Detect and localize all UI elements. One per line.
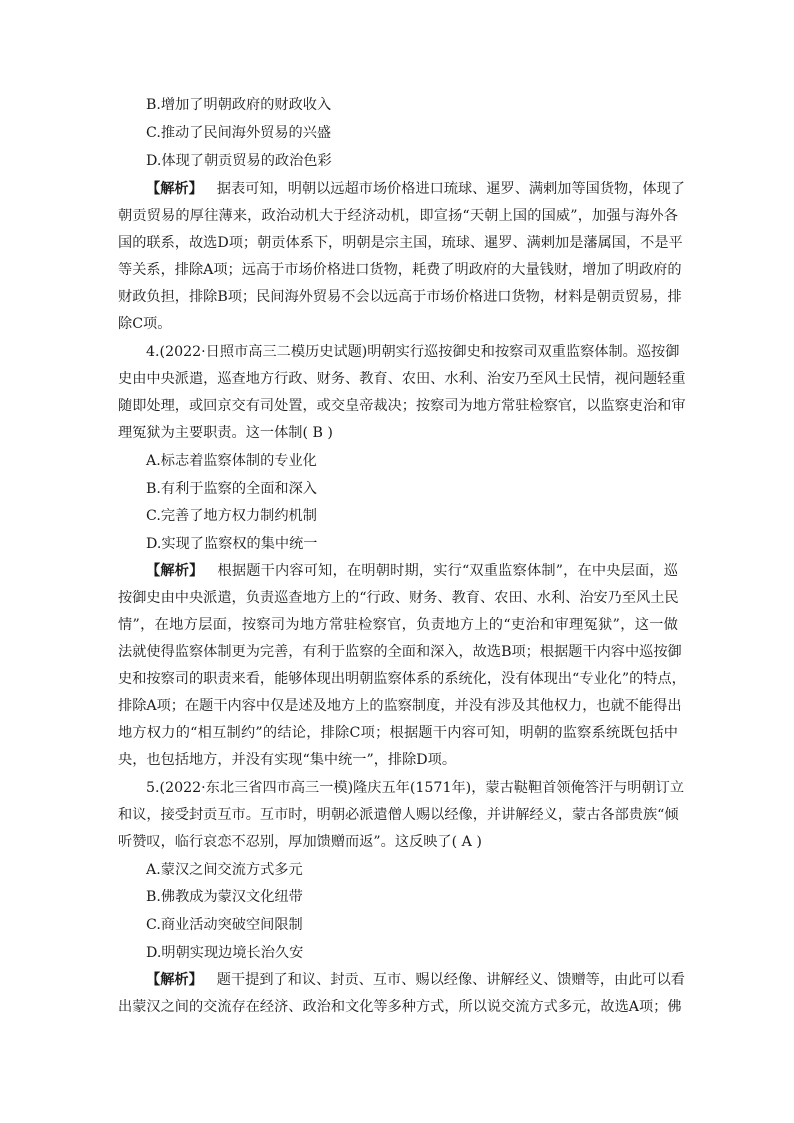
q3-analysis-line-2: 朝贡贸易的厚往薄来，政治动机大于经济动机，即宣扬“天朝上国的国威”，加强与海外各 (118, 208, 678, 224)
q4-option-c: C.完善了地方权力制约机制 (146, 508, 317, 524)
q4-option-d: D.实现了监察权的集中统一 (146, 536, 318, 552)
q5-option-a: A.蒙汉之间交流方式多元 (146, 862, 303, 878)
q5-option-d: D.明朝实现边境长治久安 (146, 945, 304, 961)
q3-analysis-line-6: 除C项。 (118, 316, 172, 332)
q4-analysis-line-8: 央，也包括地方，并没有实现“集中统一”，排除D项。 (118, 752, 457, 768)
q3-analysis-line-3: 国的联系，故选D项；朝贡体系下，明朝是宗主国，琉球、暹罗、满剌加是藩属国，不是平 (118, 235, 683, 251)
q3-analysis-line-1: 【解析】 据表可知，明朝以远超市场价格进口琉球、暹罗、满剌加等国货物，体现了 (146, 181, 685, 197)
analysis-label: 【解析】 (146, 181, 203, 197)
q4-stem-line-1: 4.(2022·日照市高三二模历史试题)明朝实行巡按御史和按察司双重监察体制。巡按御 (146, 344, 680, 360)
q5-stem-line-1: 5.(2022·东北三省四市高三一模)隆庆五年(1571年)，蒙古鞑靼首领俺答汗与明朝订立 (146, 780, 685, 796)
q5-stem-line-2: 和议，接受封贡互市。互市时，明朝必派遣僧人赐以经像，并讲解经义，蒙古各部贵族“倾 (118, 807, 679, 823)
q4-analysis-line-3: 情”，在地方层面，按察司为地方常驻检察官，负责地方上的“吏治和审理冤狱”，这一做 (118, 617, 678, 633)
analysis-label: 【解析】 (146, 563, 204, 579)
q4-analysis-line-2: 按御史由中央派遣，负责巡查地方上的“行政、财务、教育、农田、水利、治安乃至风土民 (118, 590, 679, 606)
q5-option-c: C.商业活动突破空间限制 (146, 917, 303, 933)
q4-analysis-line-5: 史和按察司的职责来看，能够体现出明朝监察体系的系统化，没有体现出“专业化”的特点， (118, 671, 686, 687)
q4-stem-line-4: 理冤狱为主要职责。这一体制( B ) (118, 425, 333, 441)
q4-analysis-line-1: 【解析】 根据题干内容可知，在明朝时期，实行“双重监察体制”，在中央层面，巡 (146, 563, 678, 579)
q4-stem-line-3: 随即处理，或回京交有司处置，或交皇帝裁决；按察司为地方常驻检察官，以监察吏治和审 (118, 398, 686, 414)
q4-stem-line-2: 史由中央派遣，巡查地方行政、财务、教育、农田、水利、治安乃至风土民情，视问题轻重 (118, 371, 686, 387)
q3-option-b: B.增加了明朝政府的财政收入 (146, 97, 332, 113)
q3-analysis-line-5: 财政负担，排除B项；民间海外贸易不会以远高于市场价格进口货物，材料是朝贡贸易，排 (118, 289, 682, 305)
q3-option-c: C.推动了民间海外贸易的兴盛 (146, 125, 332, 141)
q4-option-b: B.有利于监察的全面和深入 (146, 481, 317, 497)
q5-option-b: B.佛教成为蒙汉文化纽带 (146, 889, 303, 905)
q3-analysis-line-4: 等关系，排除A项；远高于市场价格进口货物，耗费了明政府的大量钱财，增加了明政府的 (118, 262, 682, 278)
q3-option-d: D.体现了朝贡贸易的政治色彩 (146, 153, 332, 169)
q4-analysis-line-7: 地方权力的“相互制约”的结论，排除C项；根据题干内容可知，明朝的监察系统既包括中 (118, 725, 678, 741)
q5-analysis-line-2: 出蒙汉之间的交流存在经济、政治和文化等多种方式，所以说交流方式多元，故选A项；佛 (118, 999, 682, 1015)
q4-analysis-line-4: 法就使得监察体制更为完善，有利于监察的全面和深入，故选B项；根据题干内容中巡按御 (118, 644, 682, 660)
q4-option-a: A.标志着监察体制的专业化 (146, 453, 317, 469)
q5-stem-line-3: 听赞叹，临行哀恋不忍别，厚加馈赠而返”。这反映了( A ) (118, 834, 482, 850)
q5-analysis-line-1: 【解析】 题干提到了和议、封贡、互市、赐以经像、讲解经义、馈赠等，由此可以看 (146, 972, 685, 988)
q4-analysis-line-6: 排除A项；在题干内容中仅是述及地方上的监察制度，并没有涉及其他权力，也就不能得出 (118, 698, 682, 714)
analysis-label: 【解析】 (146, 972, 203, 988)
